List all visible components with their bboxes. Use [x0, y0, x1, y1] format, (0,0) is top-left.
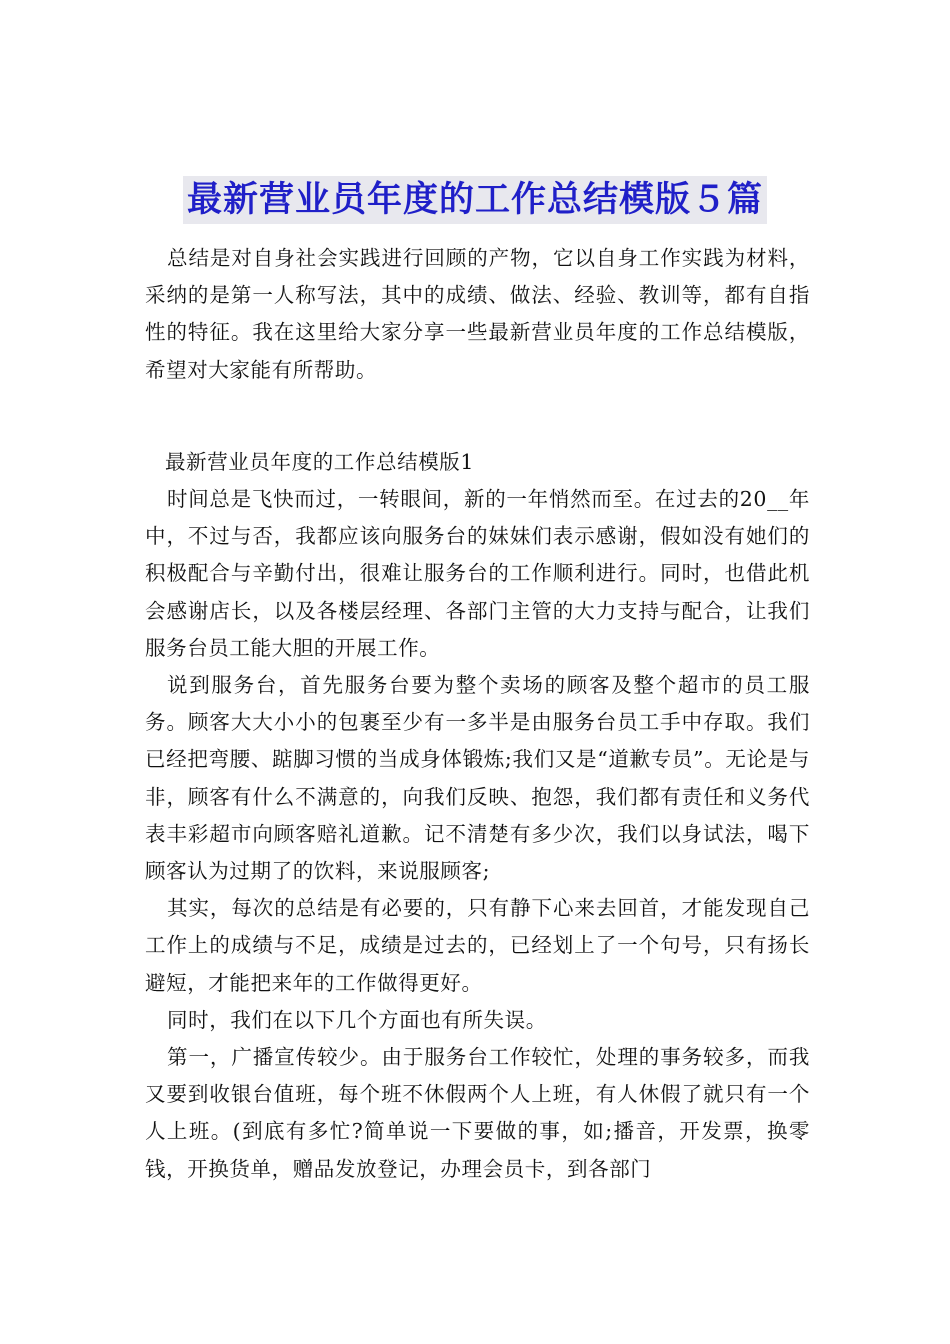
spacer [145, 389, 810, 426]
body-paragraph: 第一，广播宣传较少。由于服务台工作较忙，处理的事务较多，而我又要到收银台值班，每个班不休假两个人上班，有人休假了就只有一个人上班。(到底有多忙?简单说一下要做的事，如;播音，开发票，换零钱，开换货单，赠品发放登记，办理会员卡，到各部门 [145, 1045, 810, 1181]
body-paragraph: 说到服务台，首先服务台要为整个卖场的顾客及整个超市的员工服务。顾客大大小小的包裹至少有一多半是由服务台员工手中存取。我们已经把弯腰、踮脚习惯的当成身体锻炼;我们又是“道歉专员”。无论是与非，顾客有什么不满意的，向我们反映、抱怨，我们都有责任和义务代表丰彩超市向顾客赔礼道歉。记不清楚有多少次，我们以身试法，喝下顾客认为过期了的饮料，来说服顾客; [145, 673, 810, 884]
section-heading: 最新营业员年度的工作总结模版1 [165, 449, 475, 474]
body-paragraph: 其实，每次的总结是有必要的，只有静下心来去回首，才能发现自己工作上的成绩与不足，成绩是过去的，已经划上了一个句号，只有扬长避短，才能把来年的工作做得更好。 [145, 896, 810, 995]
spacer [145, 426, 810, 444]
document-body [145, 240, 810, 1188]
intro-paragraph: 总结是对自身社会实践进行回顾的产物，它以自身工作实践为材料，采纳的是第一人称写法，其中的成绩、做法、经验、教训等，都有自指性的特征。我在这里给大家分享一些最新营业员年度的工作总结模版，希望对大家能有所帮助。 [145, 246, 810, 382]
body-paragraph: 时间总是飞快而过，一转眼间，新的一年悄然而至。在过去的20__年中，不过与否，我都应该向服务台的妹妹们表示感谢，假如没有她们的积极配合与辛勤付出，很难让服务台的工作顺利进行。同时，也借此机会感谢店长，以及各楼层经理、各部门主管的大力支持与配合，让我们服务台员工能大胆的开展工作。 [145, 487, 810, 660]
body-paragraph: 同时，我们在以下几个方面也有所失误。 [167, 1007, 547, 1032]
title-container [0, 176, 950, 224]
document-title: 最新营业员年度的工作总结模版５篇 [183, 176, 767, 224]
